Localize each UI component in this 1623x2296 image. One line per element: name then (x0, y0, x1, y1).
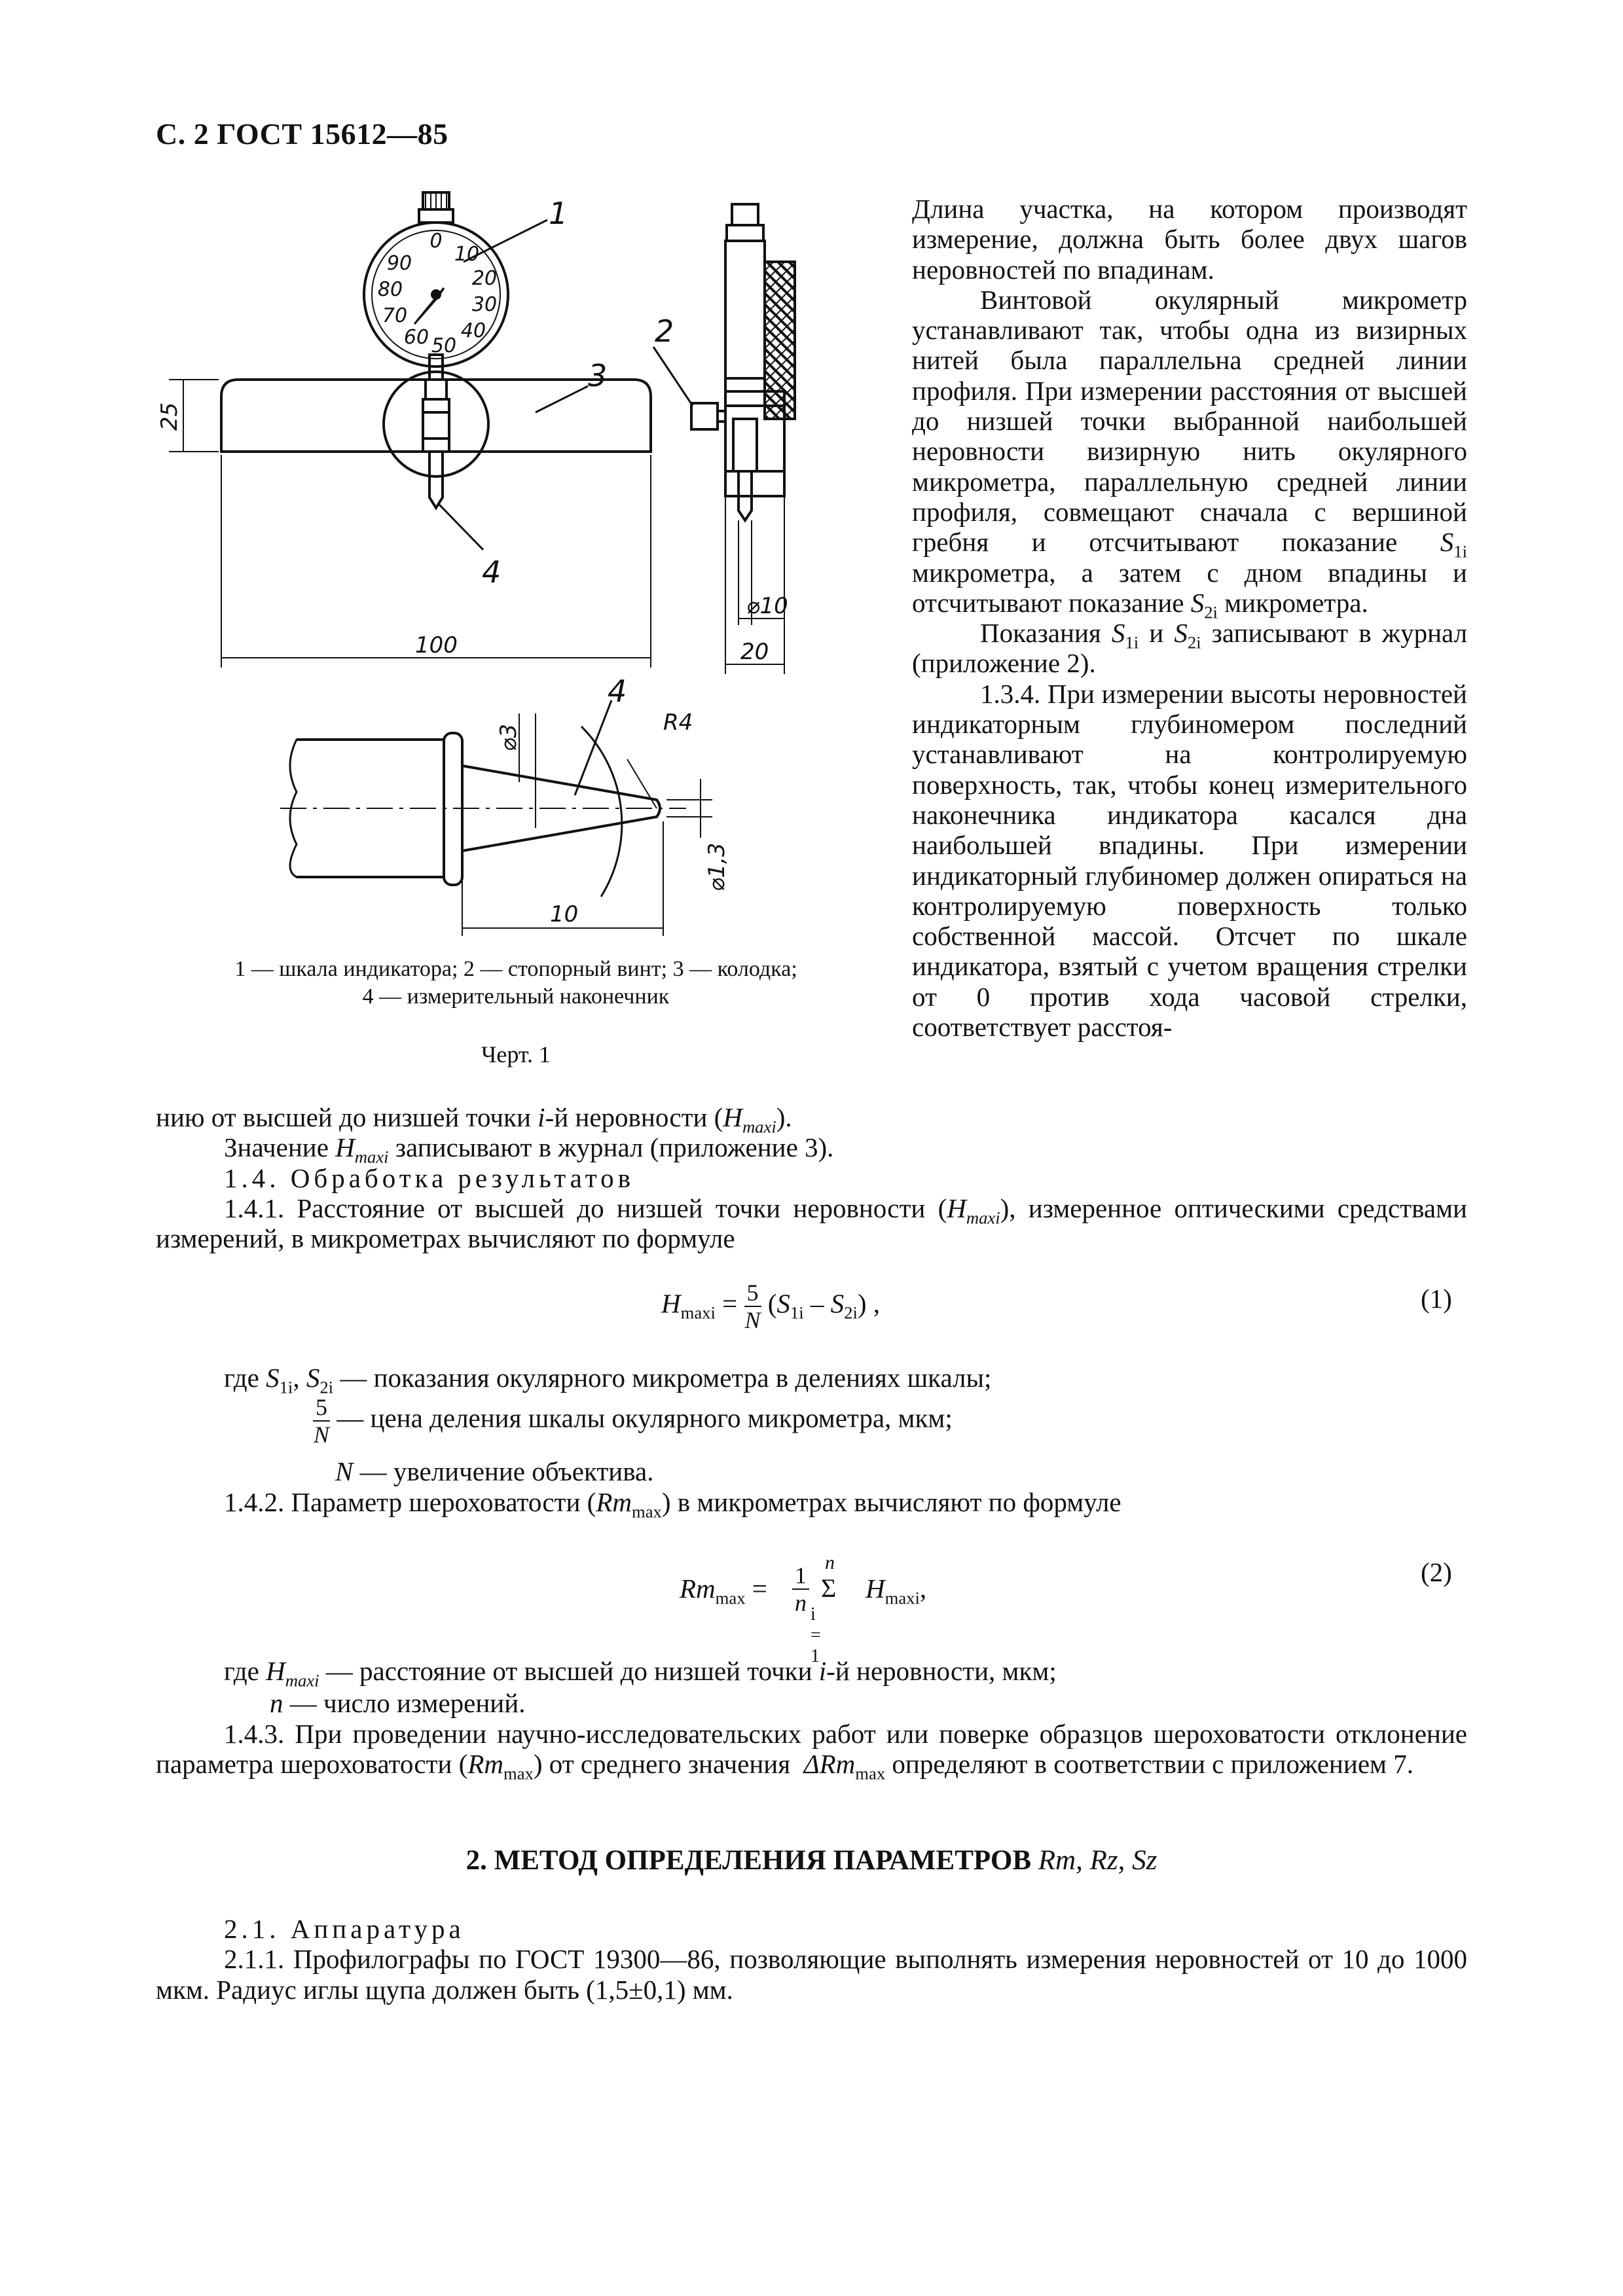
dim-100: 100 (415, 632, 458, 658)
dial-number: 80 (377, 278, 403, 301)
block-window (384, 372, 488, 476)
dim-d3: ⌀3 (496, 723, 522, 751)
caption-line: 1 — шкала индикатора; 2 — стопорный винт; 3 — колодка; (234, 957, 797, 981)
where-block-2 (156, 1656, 1467, 1691)
dim-d10: ⌀10 (746, 593, 788, 619)
paragraph: 1.4.3. При проведении научно-исследовательских работ или поверке образцов шероховатости отклонение параметра шероховатости $(Rm_{max})$ от среднего значения ΔRm$_{max}$ определяют в соответствии с приложением 7. (156, 1719, 1467, 1784)
section-title: 2. МЕТОД ОПРЕДЕЛЕНИЯ ПАРАМЕТРОВ Rm, Rz, Sz (465, 1845, 1158, 1876)
label-3: 3 (588, 358, 608, 393)
formula-1: $H_{maxi}$ = $\frac{5}{N}$ $(S_{1i} - S_{2i})$ , (661, 1280, 881, 1333)
label-4: 4 (482, 554, 501, 590)
dim-10: 10 (550, 901, 579, 927)
paragraph: Показания $S_{1i}$ и $S_{2i}$ записывают в журнал (приложение 2). (912, 618, 1468, 679)
dial-number: 70 (382, 304, 408, 327)
paragraph: 1.3.4. При измерении высоты неровностей индикаторным глубиномером последний устанавливают на контролируемую поверхность, так, чтобы конец измерительного наконечника индикатора касался дна наибольшей впадины. При измерении индикаторный глубиномер должен опираться на контролируемую поверхность только собственной массой. Отсчет по шкале индикатора, взятый с учетом вращения стрелки от 0 против хода часовой стрелки, соответствует расстоя- (912, 678, 1467, 1043)
body-text (156, 1102, 1467, 1253)
label-4-detail: 4 (608, 673, 627, 709)
right-column (912, 194, 1467, 1042)
paragraph: 2.1.1. Профилографы по ГОСТ 19300—86, позволяющие выполнять измерения неровностей от 10 до 1000 мкм. Радиус иглы щупа должен быть (1,5±0,1) мм. (156, 1944, 1467, 2005)
dial-number: 50 (431, 334, 457, 357)
equation-number: (1) (1421, 1283, 1452, 1314)
dial-number: 30 (471, 293, 498, 316)
paragraph: 1.4.1. Расстояние от высшей до низшей точки неровности $(H_{maxi})$, измеренное оптическими средствами измерений, в микрометрах вычисляют по формуле (156, 1193, 1467, 1254)
figure-drawing (156, 190, 883, 949)
dim-r4: R4 (663, 709, 693, 736)
page-header: С. 2 ГОСТ 15612—85 (156, 117, 448, 151)
dim-20: 20 (740, 639, 769, 665)
dial-number: 90 (386, 252, 412, 275)
dim-25: 25 (156, 402, 183, 431)
section-heading: 2.1. Аппаратура (224, 1914, 465, 1944)
dial-number: 0 (429, 230, 443, 253)
section-2-body (156, 1914, 1467, 2005)
side-body (725, 241, 765, 378)
caption-line: 4 — измерительный наконечник (362, 984, 670, 1009)
label-1: 1 (549, 196, 568, 231)
dim-d13: ⌀1,3 (704, 842, 730, 891)
dial-number: 20 (471, 267, 498, 290)
figure-caption (156, 956, 876, 1011)
paragraph-143 (156, 1719, 1467, 1784)
definition: где $S_{1i}$, $S_{2i}$ — показания окулярного микрометра в делениях шкалы; (224, 1363, 992, 1397)
paragraph-142 (156, 1487, 1467, 1522)
where-block-1 (156, 1363, 1467, 1397)
dial-number: 10 (454, 243, 480, 266)
equation-number: (2) (1421, 1557, 1452, 1587)
definition: n — число измерений. (270, 1688, 526, 1718)
knurled-grip (765, 262, 795, 419)
paragraph: нию от высшей до низшей точки i-й неровности $(H_{maxi})$. (156, 1102, 792, 1137)
definition: $\frac{5}{N}$ — цена деления шкалы окулярного микрометра, мкм; (313, 1394, 953, 1448)
paragraph: 1.4.2. Параметр шероховатости $(Rm_{max})$ в микрометрах вычисляют по формуле (224, 1487, 1122, 1522)
paragraph: Винтовой окулярный микрометр устанавливают так, чтобы одна из визирных нитей была параллельна средней линии профиля. При измерении расстояния от высшей до низшей точки выбранной наибольшей неровности визирную нить окулярного микрометра, параллельную средней линии профиля, совмещают сначала с вершиной гребня и отсчитывают показание $S_{1i}$ микрометра, а затем с дном впадины и отсчитывают показание $S_{2i}$ микрометра. (912, 284, 1467, 622)
paragraph: Значение $H_{maxi}$ записывают в журнал (приложение 3). (224, 1132, 834, 1167)
label-2: 2 (655, 314, 674, 349)
block-outline (221, 380, 651, 452)
figure-number: Черт. 1 (481, 1041, 551, 1067)
dial-number: 40 (460, 319, 486, 342)
definition: где $H_{maxi}$ — расстояние от высшей до низшей точки i-й неровности, мкм; (224, 1656, 1057, 1691)
paragraph: Длина участка, на котором производят измерение, должна быть более двух шагов неровностей по впадинам. (912, 194, 1467, 285)
definition: N — увеличение объектива. (335, 1456, 654, 1486)
dial-number: 60 (403, 326, 429, 349)
section-heading: 1.4. Обработка результатов (224, 1162, 635, 1193)
